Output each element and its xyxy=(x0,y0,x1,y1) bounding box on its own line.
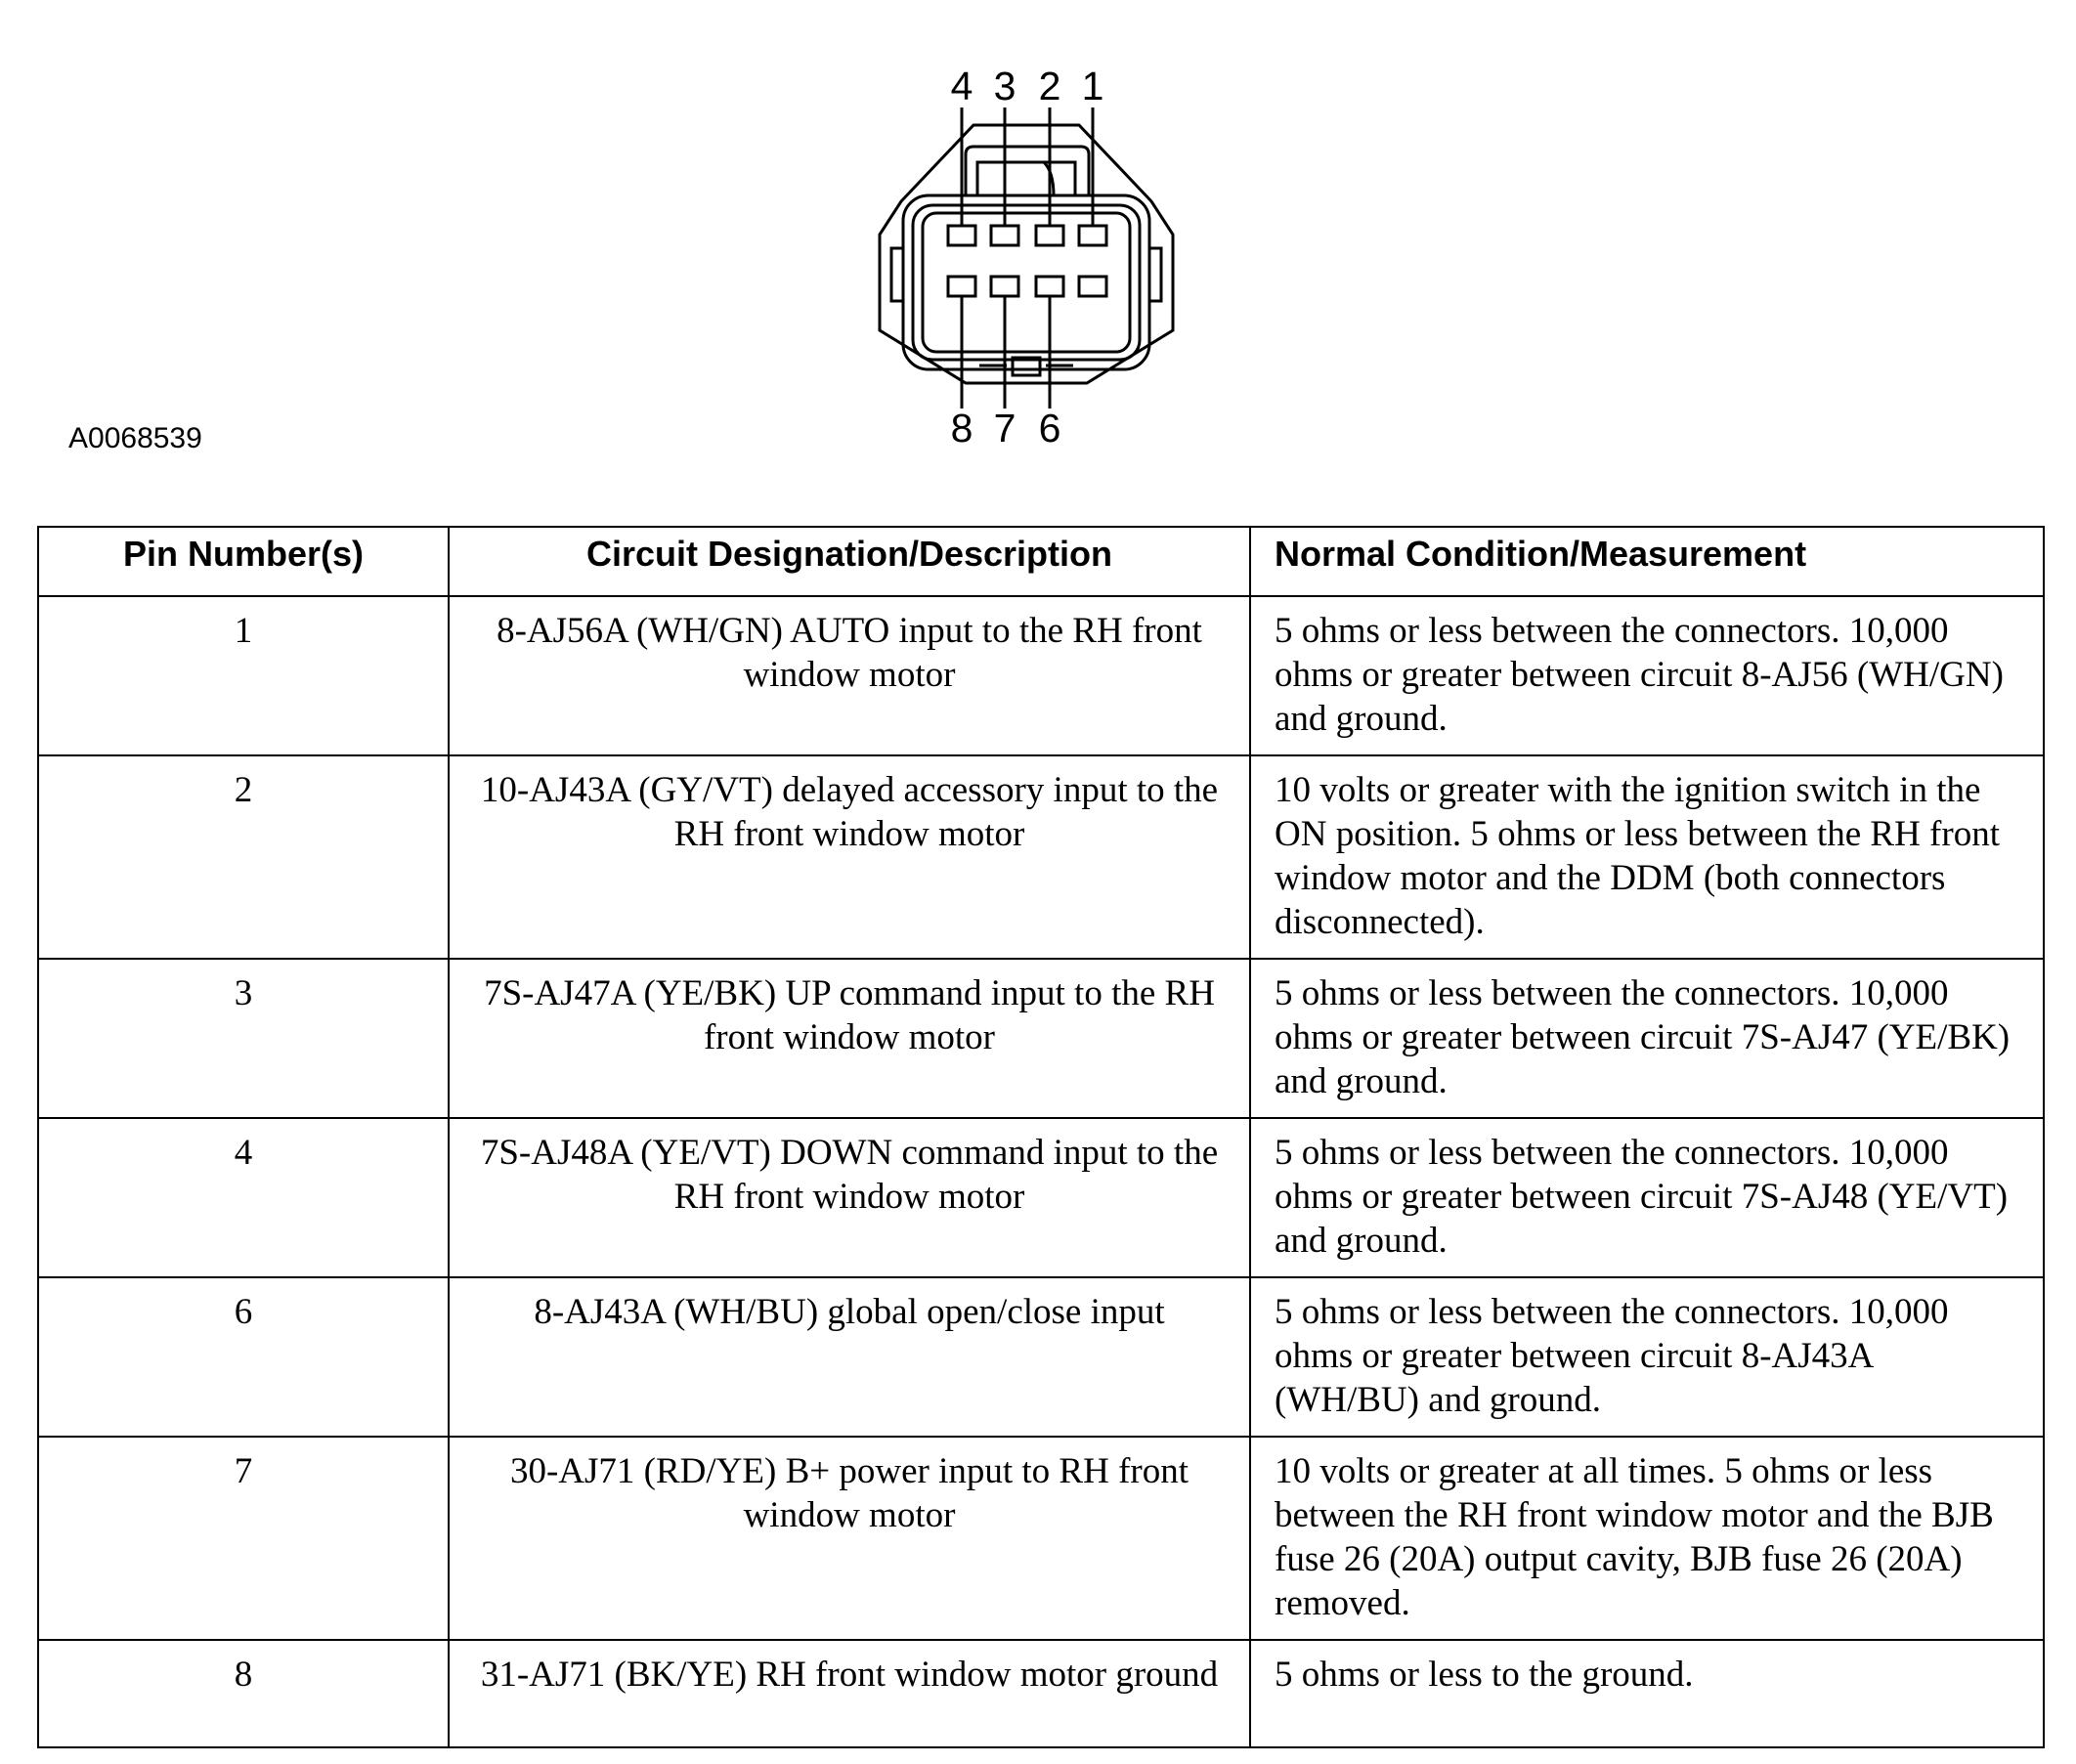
pin-label-3: 3 xyxy=(993,64,1016,108)
figure-id-label: A0068539 xyxy=(68,422,202,454)
pin-cavity-5 xyxy=(1079,277,1106,296)
condition-cell: 5 ohms or less between the connectors. 10,000 ohms or greater between circuit 7S-AJ48 (YE/VT) and ground. xyxy=(1250,1118,2044,1277)
description-cell: 7S-AJ48A (YE/VT) DOWN command input to the RH front window motor xyxy=(449,1118,1250,1277)
pin-cell: 2 xyxy=(38,755,449,959)
pin-cell: 8 xyxy=(38,1640,449,1747)
pin-cavity-8 xyxy=(948,277,975,296)
connector-right-key xyxy=(1149,248,1161,301)
table-row xyxy=(38,1640,2044,1747)
description-cell: 10-AJ43A (GY/VT) delayed accessory input to the RH front window motor xyxy=(449,755,1250,959)
pin-label-1: 1 xyxy=(1081,64,1104,108)
pin-cavity-4 xyxy=(948,226,975,245)
condition-cell: 10 volts or greater at all times. 5 ohms or less between the RH front window motor and the BJB fuse 26 (20A) output cavity, BJB fuse 26 (20A) removed. xyxy=(1250,1437,2044,1640)
pin-label-8: 8 xyxy=(950,406,973,451)
table-row xyxy=(38,959,2044,1118)
table-row xyxy=(38,1118,2044,1277)
pin-cell: 7 xyxy=(38,1437,449,1640)
condition-cell: 5 ohms or less between the connectors. 10,000 ohms or greater between circuit 7S-AJ47 (YE/BK) and ground. xyxy=(1250,959,2044,1118)
table-header-row xyxy=(38,527,2044,596)
table-row xyxy=(38,755,2044,959)
connector-left-key xyxy=(891,248,903,301)
pin-cell: 6 xyxy=(38,1277,449,1437)
description-cell: 7S-AJ47A (YE/BK) UP command input to the RH front window motor xyxy=(449,959,1250,1118)
connector-inner-shell-3 xyxy=(923,213,1130,352)
pin-cell: 3 xyxy=(38,959,449,1118)
connector-inner-shell xyxy=(903,195,1149,369)
pin-cavity-7 xyxy=(991,277,1018,296)
table-row xyxy=(38,1437,2044,1640)
condition-cell: 5 ohms or less to the ground. xyxy=(1250,1640,2044,1747)
header-normal-condition: Normal Condition/Measurement xyxy=(1250,527,2044,596)
header-pin-number: Pin Number(s) xyxy=(38,527,449,596)
connector-latch xyxy=(966,147,1089,195)
description-cell: 31-AJ71 (BK/YE) RH front window motor ground xyxy=(449,1640,1250,1747)
pin-cavity-2 xyxy=(1036,226,1063,245)
description-cell: 8-AJ43A (WH/BU) global open/close input xyxy=(449,1277,1250,1437)
pin-cell: 4 xyxy=(38,1118,449,1277)
pin-table xyxy=(37,526,2045,1748)
table-row xyxy=(38,1277,2044,1437)
header-circuit-description: Circuit Designation/Description xyxy=(449,527,1250,596)
pin-label-4: 4 xyxy=(950,64,973,108)
condition-cell: 5 ohms or less between the connectors. 10,000 ohms or greater between circuit 8-AJ56 (WH/GN) and ground. xyxy=(1250,596,2044,755)
condition-cell: 5 ohms or less between the connectors. 10,000 ohms or greater between circuit 8-AJ43A (WH/BU) and ground. xyxy=(1250,1277,2044,1437)
pin-cavity-3 xyxy=(991,226,1018,245)
description-cell: 30-AJ71 (RD/YE) B+ power input to RH front window motor xyxy=(449,1437,1250,1640)
condition-cell: 10 volts or greater with the ignition switch in the ON position. 5 ohms or less between the RH front window motor and the DDM (both connectors disconnected). xyxy=(1250,755,2044,959)
pin-label-7: 7 xyxy=(993,406,1016,451)
pin-cavity-1 xyxy=(1079,226,1106,245)
description-cell: 8-AJ56A (WH/GN) AUTO input to the RH front window motor xyxy=(449,596,1250,755)
pin-label-2: 2 xyxy=(1038,64,1061,108)
pin-cavity-6 xyxy=(1036,277,1063,296)
pin-cell: 1 xyxy=(38,596,449,755)
table-row xyxy=(38,596,2044,755)
pin-label-6: 6 xyxy=(1038,406,1061,451)
connector-figure xyxy=(0,0,2076,508)
